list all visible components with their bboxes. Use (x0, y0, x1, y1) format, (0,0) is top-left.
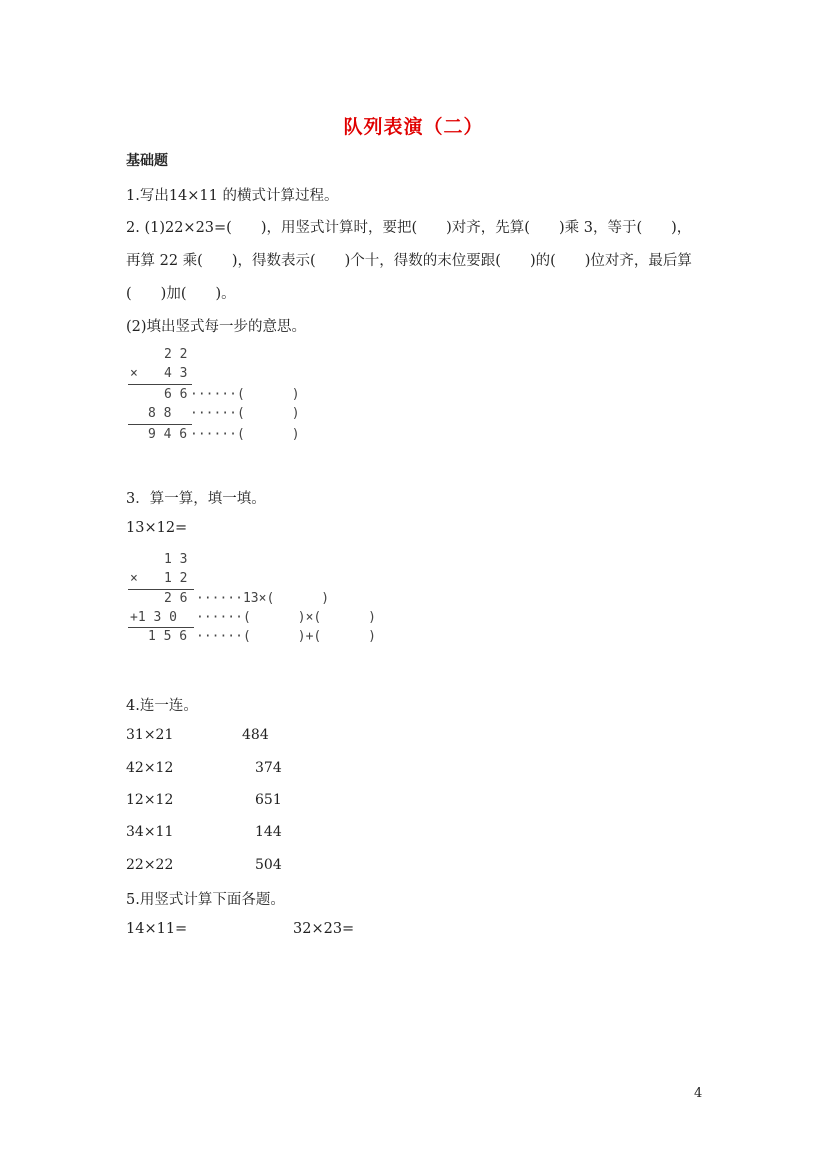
match-right-1: 484 (242, 727, 269, 743)
calc2-rule-2 (128, 627, 194, 628)
page-number: 4 (694, 1086, 703, 1101)
page-title: 队列表演（二） (343, 116, 484, 138)
calc2-note-4: ······( )×( ) (196, 610, 377, 625)
question-2-line-1: 2. (1)22×23=( )，用竖式计算时，要把( )对齐，先算( )乘 3，等于( )， (126, 220, 692, 236)
calc2-row-5: 1 5 6 (148, 629, 188, 644)
match-left-3: 12×12 (126, 792, 174, 808)
calc1-note-4: ······( ) (190, 406, 300, 421)
calc2-row-3: 2 6 (164, 591, 188, 606)
question-1: 1.写出14×11 的横式计算过程。 (126, 188, 339, 204)
calc1-note-3: ······( ) (190, 387, 300, 402)
calc2-times-sign: × (130, 571, 138, 586)
match-right-2: 374 (255, 760, 282, 776)
question-3-expression: 13×12= (126, 520, 188, 536)
calc1-row-3: 6 6 (164, 387, 188, 402)
question-5-b: 32×23= (293, 921, 355, 937)
calc1-rule-1 (128, 384, 192, 385)
calc1-rule-2 (128, 424, 192, 425)
section-heading: 基础题 (126, 153, 168, 169)
match-right-4: 144 (255, 824, 282, 840)
calc1-note-5: ······( ) (190, 427, 300, 442)
calc2-row-2: 1 2 (164, 571, 188, 586)
calc1-row-1: 2 2 (164, 347, 188, 362)
calc2-note-3: ······13×( ) (196, 591, 330, 606)
calc2-row-4: +1 3 0 (130, 610, 177, 625)
question-5: 5.用竖式计算下面各题。 (126, 892, 285, 908)
match-right-5: 504 (255, 857, 282, 873)
question-2-line-3: ( )加( )。 (126, 286, 236, 302)
calc2-row-1: 1 3 (164, 552, 188, 567)
match-right-3: 651 (255, 792, 282, 808)
match-left-1: 31×21 (126, 727, 174, 743)
match-left-4: 34×11 (126, 824, 174, 840)
question-5-a: 14×11= (126, 921, 188, 937)
match-left-2: 42×12 (126, 760, 174, 776)
question-4: 4.连一连。 (126, 698, 198, 714)
calc2-rule-1 (128, 589, 194, 590)
calc1-row-5: 9 4 6 (148, 427, 188, 442)
calc1-times-sign: × (130, 366, 138, 381)
calc2-note-5: ······( )+( ) (196, 629, 377, 644)
match-left-5: 22×22 (126, 857, 174, 873)
calc1-row-2: 4 3 (164, 366, 188, 381)
calc1-row-4: 8 8 (148, 406, 172, 421)
question-3: 3．算一算，填一填。 (126, 491, 266, 507)
question-2-line-2: 再算 22 乘( )，得数表示( )个十，得数的末位要跟( )的( )位对齐，最后算 (126, 253, 692, 269)
question-2-part-2: (2)填出竖式每一步的意思。 (126, 319, 307, 335)
